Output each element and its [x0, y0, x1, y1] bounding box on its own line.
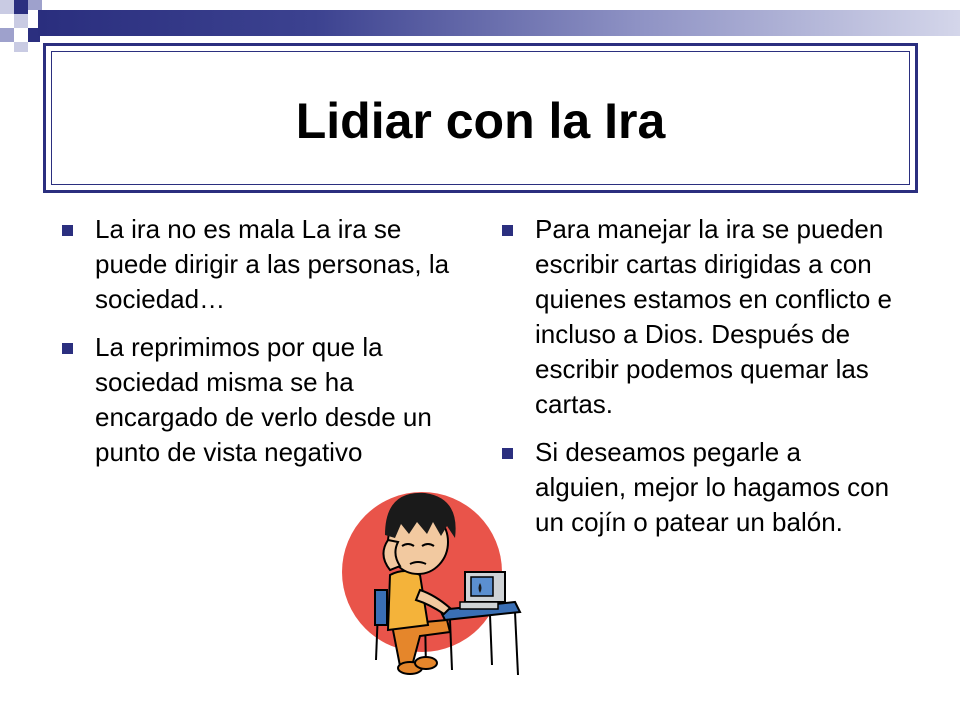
- square-bullet-icon: [502, 448, 513, 459]
- left-column: [58, 212, 458, 483]
- left-bullet-text: La ira no es mala La ira se puede dirigir a las personas, la sociedad…: [95, 214, 450, 314]
- right-bullet-item: [498, 212, 898, 422]
- corner-square-7: [14, 42, 28, 52]
- right-bullet-text: Si deseamos pegarle a alguien, mejor lo hagamos con un cojín o patear un balón.: [535, 437, 890, 537]
- corner-square-2: [14, 0, 28, 14]
- computer-screen: [471, 577, 493, 596]
- square-bullet-icon: [62, 343, 73, 354]
- left-bullet-item: [58, 212, 458, 317]
- left-bullet-item: [58, 330, 458, 470]
- right-bullet-text: Para manejar la ira se pueden escribir cartas dirigidas a con quienes estamos en conflicto e incluso a Dios. Después de escribir podemos quemar las cartas.: [535, 214, 892, 419]
- title-box: [43, 43, 918, 193]
- header-band: [38, 10, 960, 36]
- corner-square-3: [28, 0, 42, 10]
- slide-title: Lidiar con la Ira: [295, 93, 666, 149]
- square-bullet-icon: [502, 225, 513, 236]
- corner-square-4: [14, 14, 28, 28]
- right-bullet-item: [498, 435, 898, 540]
- square-bullet-icon: [62, 225, 73, 236]
- angry-child-at-computer-clipart: [330, 480, 530, 680]
- corner-square-1: [0, 0, 14, 14]
- corner-square-5: [0, 28, 14, 42]
- keyboard: [460, 602, 498, 609]
- right-column: [498, 212, 898, 553]
- left-bullet-text: La reprimimos por que la sociedad misma se ha encargado de verlo desde un punto de vista negativo: [95, 332, 432, 467]
